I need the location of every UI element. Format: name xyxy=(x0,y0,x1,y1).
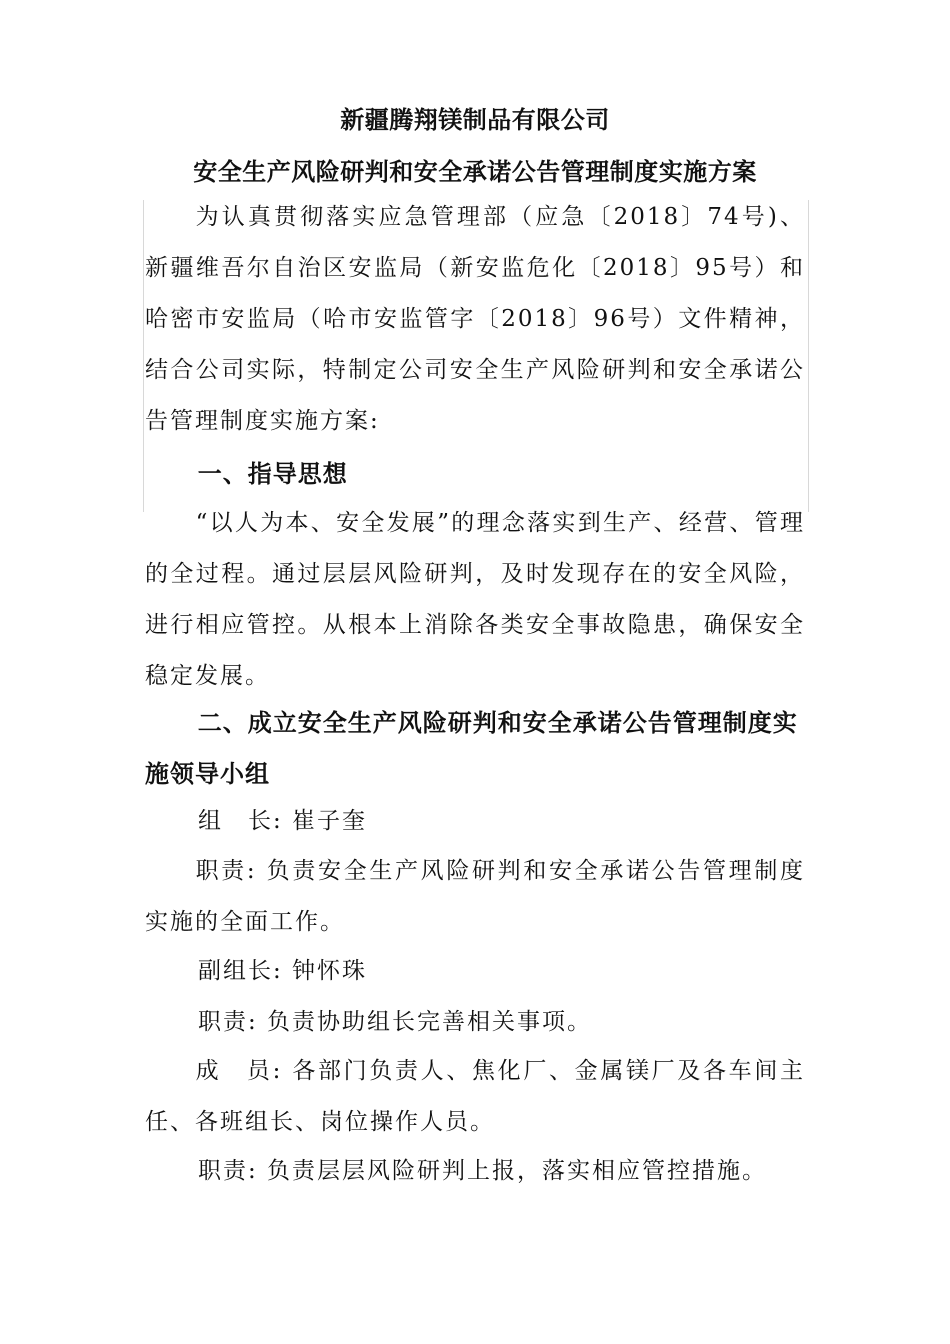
frame-left-border xyxy=(143,200,144,512)
members-paragraph: 成 员: 各部门负责人、焦化厂、金属镁厂及各车间主任、各班组长、岗位操作人员。 xyxy=(145,1058,805,1135)
leader-duty: 职责: 负责安全生产风险研判和安全承诺公告管理制度实施的全面工作。 xyxy=(145,858,805,935)
intro-paragraph: 为认真贯彻落实应急管理部（应急〔2018〕74号)、新疆维吾尔自治区安监局（新安监危化〔2018〕95号）和哈密市安监局（哈市安监管字〔2018〕96号）文件精神，结合公司实际，特制定公司安全生产风险研判和安全承诺公告管理制度实施方案: xyxy=(145,204,805,434)
deputy-duty: 职责: 负责协助组长完善相关事项。 xyxy=(198,1009,593,1035)
plan-title: 安全生产风险研判和安全承诺公告管理制度实施方案 xyxy=(193,157,757,186)
section1-paragraph: “以人为本、安全发展”的理念落实到生产、经营、管理的全过程。通过层层风险研判，及时发现存在的安全风险，进行相应管控。从根本上消除各类安全事故隐患，确保安全稳定发展。 xyxy=(145,510,805,689)
section2-heading: 二、成立安全生产风险研判和安全承诺公告管理制度实施领导小组 xyxy=(145,708,798,788)
deputy-line: 副组长: 钟怀珠 xyxy=(198,958,368,984)
section1-heading: 一、指导思想 xyxy=(197,459,348,488)
members-duty: 职责: 负责层层风险研判上报，落实相应管控措施。 xyxy=(198,1158,768,1184)
leader-line: 组 长: 崔子奎 xyxy=(198,808,368,834)
frame-right-border xyxy=(808,200,809,512)
company-title: 新疆腾翔镁制品有限公司 xyxy=(340,105,610,134)
